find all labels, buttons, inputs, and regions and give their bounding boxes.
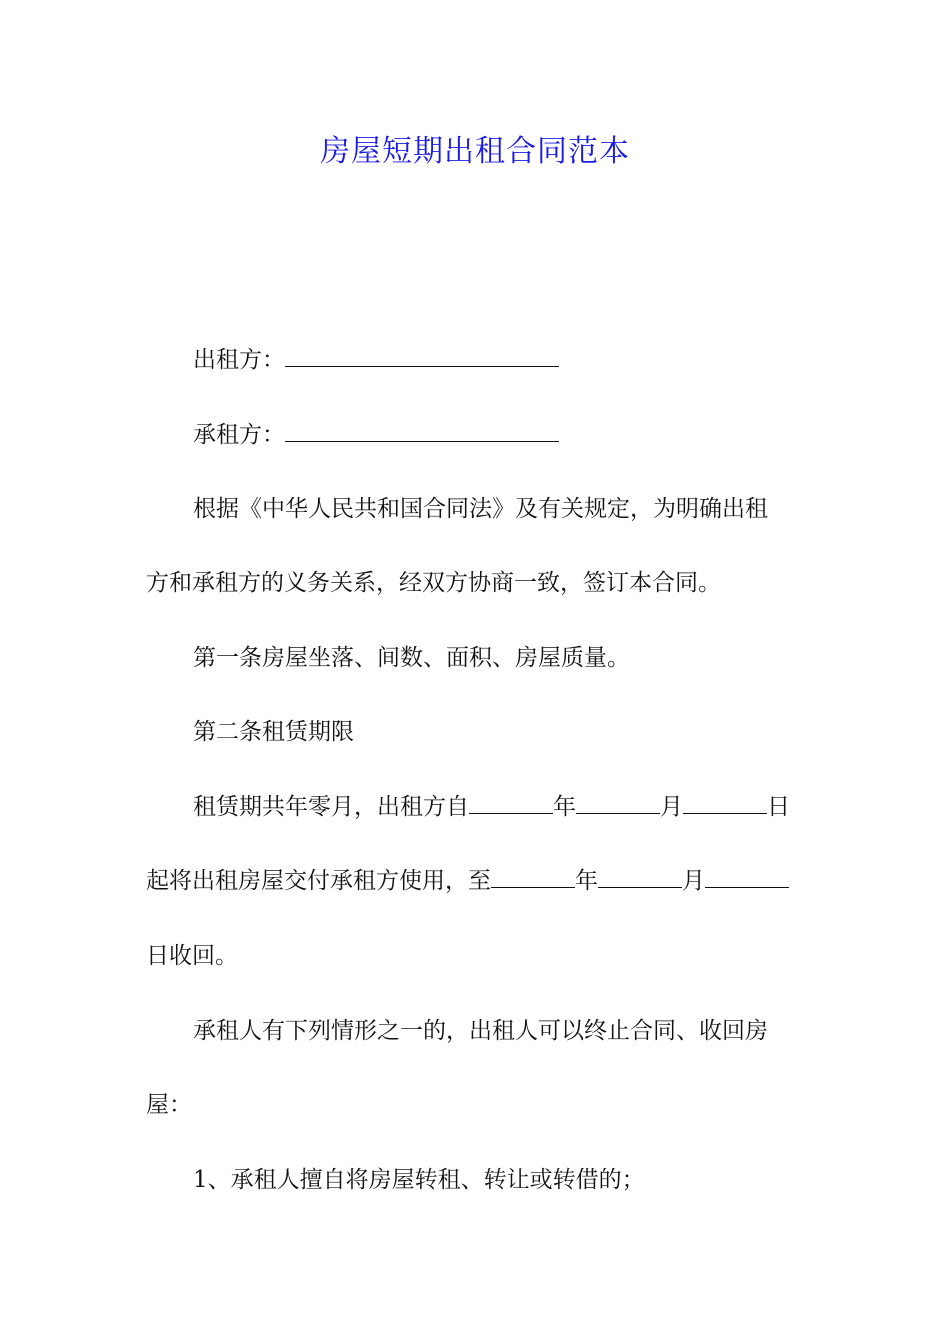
- intro-line-2: 方和承租方的义务关系，经双方协商一致，签订本合同。: [146, 570, 721, 596]
- lessee-line: [193, 419, 559, 451]
- document-title: 房屋短期出租合同范本: [320, 134, 630, 169]
- start-month-blank: [576, 791, 660, 814]
- article-1: 第一条房屋坐落、间数、面积、房屋质量。: [193, 645, 630, 671]
- item-1: 1、承租人擅自将房屋转租、转让或转借的；: [193, 1167, 645, 1193]
- end-month-blank: [598, 865, 682, 888]
- end-month-label: 月: [682, 868, 705, 894]
- end-year-blank: [491, 865, 575, 888]
- start-year-blank: [469, 791, 553, 814]
- intro-line-1: 根据《中华人民共和国合同法》及有关规定，为明确出租: [193, 496, 768, 522]
- start-month-label: 月: [660, 794, 683, 820]
- lessor-label: 出租方：: [193, 347, 285, 373]
- end-day-blank: [705, 865, 789, 888]
- term-line-3: 日收回。: [146, 943, 238, 969]
- term-line-2-text: 起将出租房屋交付承租方使用，至: [146, 868, 491, 894]
- lessee-blank: [285, 419, 559, 442]
- start-day-blank: [683, 791, 767, 814]
- term-line-2: [146, 865, 789, 897]
- article-2: 第二条租赁期限: [193, 719, 354, 745]
- lessor-line: [193, 344, 559, 376]
- lessor-blank: [285, 344, 559, 367]
- term-line-1-text: 租赁期共年零月，出租方自: [193, 794, 469, 820]
- lessee-label: 承租方：: [193, 422, 285, 448]
- start-year-label: 年: [553, 794, 576, 820]
- start-day-label: 日: [767, 794, 790, 820]
- end-year-label: 年: [575, 868, 598, 894]
- termination-line-1: 承租人有下列情形之一的，出租人可以终止合同、收回房: [193, 1018, 768, 1044]
- term-line-1: [193, 791, 790, 823]
- termination-line-2: 屋：: [146, 1092, 192, 1118]
